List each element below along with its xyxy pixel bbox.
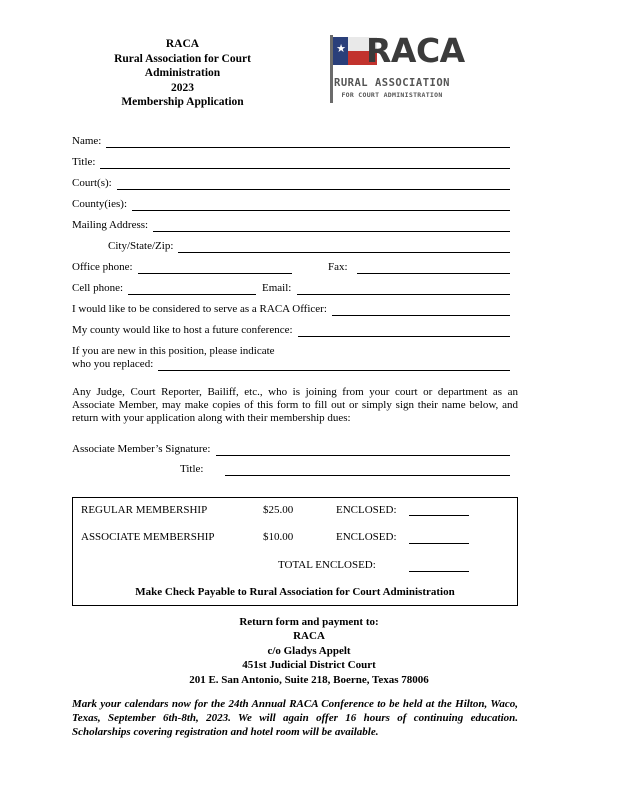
courts-input-line[interactable] [117, 177, 510, 190]
associate-instructions: Any Judge, Court Reporter, Bailiff, etc., who is joining from your court or department as an Associate Member, may make copies of this form to fill out or simply sign their name below, and return with your application along with their membership dues: [72, 386, 518, 424]
payable-note: Make Check Payable to Rural Association for Court Administration [135, 586, 455, 598]
new-position-label: If you are new in this position, please indicate [72, 345, 275, 357]
associate-membership-price: $10.00 [263, 531, 294, 543]
membership-box [72, 497, 518, 606]
counties-field[interactable] [72, 197, 510, 211]
email-input-line[interactable] [297, 282, 510, 295]
associate-signature-line[interactable] [216, 443, 511, 456]
office-phone-label: Office phone: [72, 261, 133, 273]
regular-enclosed-line[interactable] [409, 514, 469, 516]
mailing-address-field[interactable] [72, 218, 510, 232]
fax-field[interactable] [328, 260, 510, 274]
associate-title-field[interactable] [180, 462, 510, 476]
logo-wordmark: RACA [366, 31, 465, 70]
return-heading: Return form and payment to: [239, 616, 379, 628]
associate-title-label: Title: [180, 463, 204, 475]
associate-enclosed-label: ENCLOSED: [336, 531, 397, 543]
counties-label: County(ies): [72, 198, 127, 210]
courts-field[interactable] [72, 176, 510, 190]
regular-enclosed-label: ENCLOSED: [336, 504, 397, 516]
raca-logo [328, 31, 465, 107]
title-label: Title: [72, 156, 96, 168]
logo-tagline: RURAL ASSOCIATION [334, 77, 450, 89]
officer-input-line[interactable] [332, 303, 510, 316]
associate-signature-label: Associate Member’s Signature: [72, 443, 211, 455]
mailing-address-label: Mailing Address: [72, 219, 149, 231]
name-label: Name: [72, 135, 102, 147]
return-address-block [72, 615, 546, 687]
cell-phone-label: Cell phone: [72, 282, 124, 294]
associate-signature-field[interactable] [72, 442, 510, 456]
return-org: RACA [293, 630, 325, 643]
host-conference-label: My county would like to host a future conference: [72, 324, 293, 336]
fax-label: Fax: [328, 261, 348, 273]
office-phone-field[interactable] [72, 260, 292, 274]
total-enclosed-line[interactable] [409, 570, 469, 572]
associate-membership-label: ASSOCIATE MEMBERSHIP [81, 531, 215, 543]
regular-membership-price: $25.00 [263, 504, 294, 516]
header-org-name: Rural Association for Court [114, 52, 251, 65]
cell-phone-input-line[interactable] [128, 282, 256, 295]
replaced-label: who you replaced: [72, 358, 154, 370]
total-enclosed-label: TOTAL ENCLOSED: [278, 559, 376, 571]
associate-enclosed-line[interactable] [409, 542, 469, 544]
regular-membership-label: REGULAR MEMBERSHIP [81, 504, 208, 516]
return-court: 451st Judicial District Court [242, 659, 376, 672]
header-org-name-2: Administration [144, 67, 221, 80]
star-icon: ★ [336, 43, 346, 55]
logo-tagline-small: FOR COURT ADMINISTRATION [341, 91, 443, 99]
new-position-note [72, 344, 510, 358]
fax-input-line[interactable] [357, 261, 510, 274]
city-state-zip-label: City/State/Zip: [108, 240, 174, 252]
cell-phone-field[interactable] [72, 281, 256, 295]
email-label: Email: [262, 282, 292, 294]
return-attention: c/o Gladys Appelt [267, 644, 351, 657]
replaced-field[interactable] [72, 357, 510, 371]
name-field[interactable] [72, 134, 510, 148]
city-state-zip-input-line[interactable] [178, 240, 510, 253]
mailing-address-input-line[interactable] [153, 219, 510, 232]
header-org-abbr: RACA [165, 38, 200, 50]
host-conference-input-line[interactable] [298, 324, 510, 337]
associate-title-line[interactable] [225, 463, 510, 476]
header-form-title: Membership Application [121, 96, 244, 109]
courts-label: Court(s): [72, 177, 112, 189]
officer-field[interactable] [72, 302, 510, 316]
header-year: 2023 [171, 81, 194, 94]
officer-label: I would like to be considered to serve as a RACA Officer: [72, 303, 327, 315]
conference-note: Mark your calendars now for the 24th Annual RACA Conference to be held at the Hilton, Waco, Texas, September 6th-8th, 2023. We will again offer 16 hours of continuing education. Scholarships covering registration and hotel room will be available. [72, 698, 518, 738]
title-input-line[interactable] [100, 156, 510, 169]
office-phone-input-line[interactable] [138, 261, 292, 274]
email-field[interactable] [262, 281, 510, 295]
form-header [95, 37, 270, 110]
replaced-input-line[interactable] [158, 358, 510, 371]
return-street: 201 E. San Antonio, Suite 218, Boerne, Texas 78006 [189, 673, 429, 686]
counties-input-line[interactable] [132, 198, 510, 211]
title-field[interactable] [72, 155, 510, 169]
name-input-line[interactable] [106, 135, 510, 148]
city-state-zip-field[interactable] [108, 239, 510, 253]
host-conference-field[interactable] [72, 323, 510, 337]
